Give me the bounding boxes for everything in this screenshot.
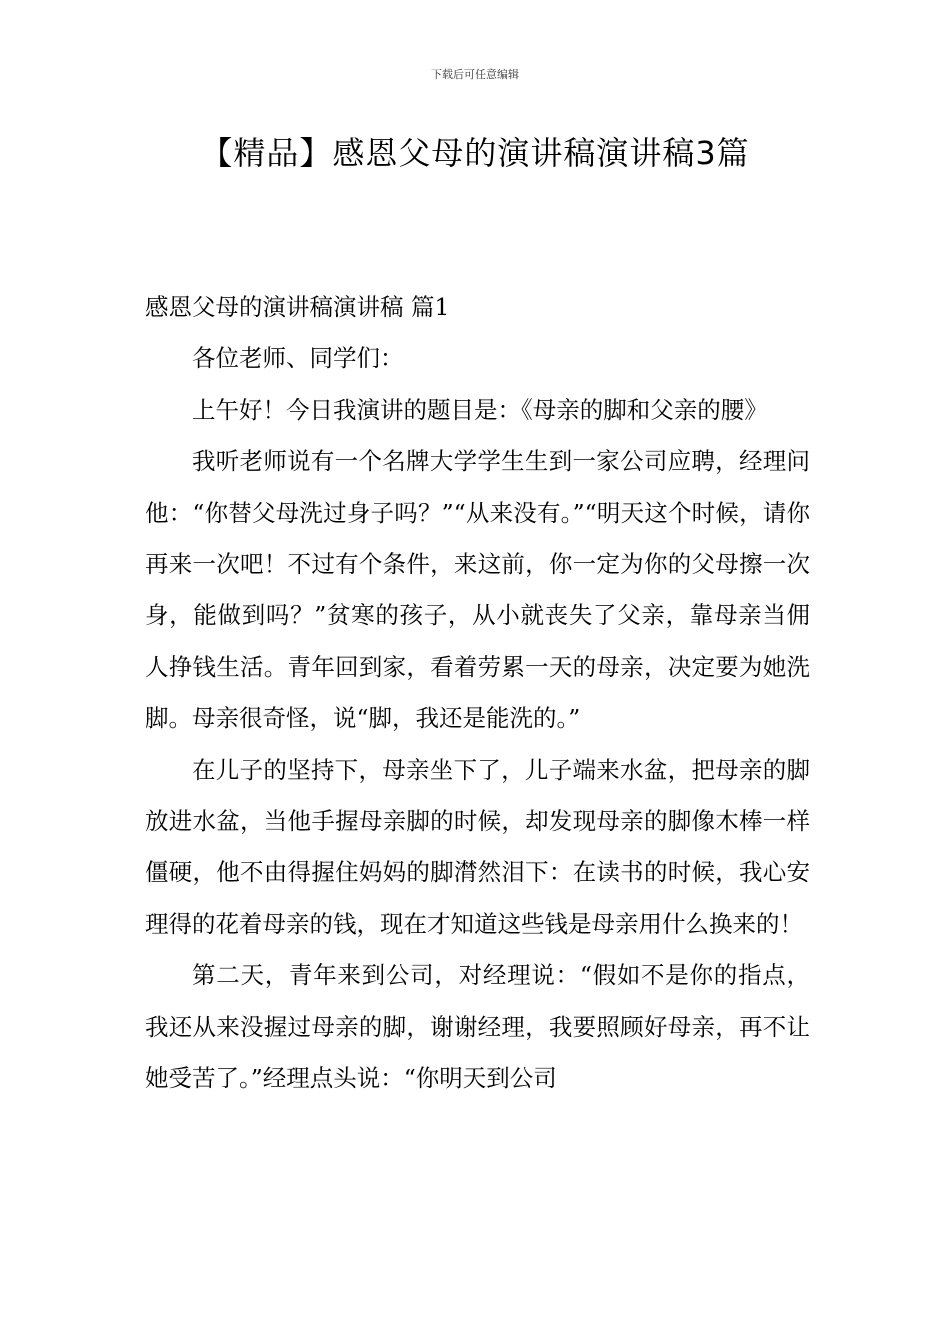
paragraph-greeting: 各位老师、同学们： (192, 344, 404, 373)
page-header-note: 下载后可任意编辑 (431, 68, 519, 81)
document-title: 【精品】感恩父母的演讲稿演讲稿3篇 (200, 134, 750, 172)
section-title: 感恩父母的演讲稿演讲稿 篇1 (145, 293, 450, 321)
paragraph-story-2: 在儿子的坚持下，母亲坐下了，儿子端来水盆，把母亲的脚放进水盆，当他手握母亲脚的时候，却发现母亲的脚像木棒一样僵硬，他不由得握住妈妈的脚潸然泪下：在读书的时候，我心安理得的花着母亲的钱，现在才知道这些钱是母亲用什么换来的！ (145, 755, 810, 938)
paragraph-topic: 上午好！今日我演讲的题目是：《母亲的脚和父亲的腰》 (192, 395, 768, 424)
paragraph-story-1: 我听老师说有一个名牌大学学生生到一家公司应聘，经理问他：“你替父母洗过身子吗？”“从来没有。”“明天这个时候，请你再来一次吧！不过有个条件，来这前，你一定为你的父母擦一次身，能做到吗？”贫寒的孩子，从小就丧失了父亲，靠母亲当佣人挣钱生活。青年回到家，看着劳累一天的母亲，决定要为她洗脚。母亲很奇怪，说“脚，我还是能洗的。” (145, 447, 810, 733)
paragraph-story-3: 第二天，青年来到公司，对经理说：“假如不是你的指点，我还从来没握过母亲的脚，谢谢经理，我要照顾好母亲，再不让她受苦了。”经理点头说：“你明天到公司 (145, 961, 810, 1093)
document-body (145, 282, 810, 1105)
